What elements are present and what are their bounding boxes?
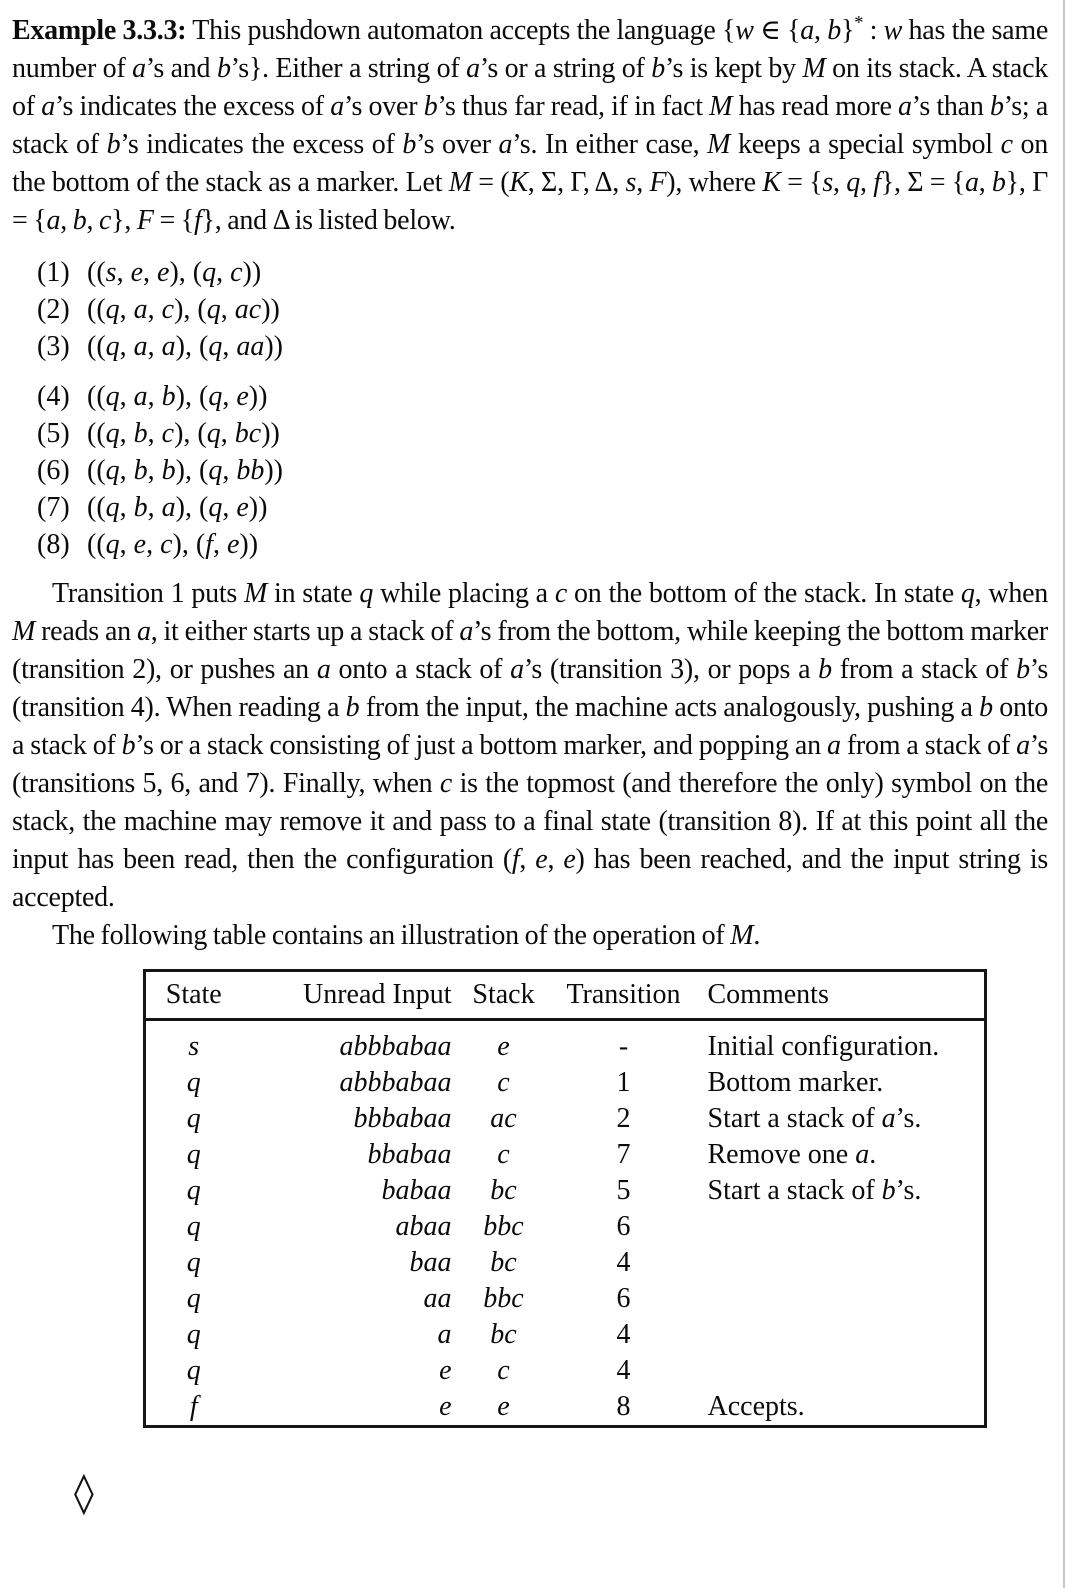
transition-formula: ((q, b, b), (q, bb)) <box>87 455 283 486</box>
cell-unread-input: bbbabaa <box>353 1103 452 1134</box>
transition-item <box>37 489 1048 526</box>
transition-group-2 <box>37 378 1048 563</box>
cell-comment: Bottom marker. <box>707 1067 884 1098</box>
table-row <box>145 1281 986 1317</box>
column-header-comments: Comments <box>694 971 986 1020</box>
cell-transition: 6 <box>616 1283 631 1314</box>
cell-transition: 4 <box>616 1247 631 1278</box>
cell-comment: Initial configuration. <box>707 1031 940 1062</box>
cell-unread-input: abaa <box>395 1211 452 1242</box>
cell-comment: Start a stack of a’s. <box>707 1103 922 1134</box>
transition-formula: ((s, e, e), (q, c)) <box>87 257 262 288</box>
transition-number: (3) <box>37 331 70 362</box>
cell-transition: 7 <box>616 1139 631 1170</box>
column-header-transition: Transition <box>554 971 694 1020</box>
cell-state: q <box>186 1355 201 1386</box>
end-of-example-diamond-icon: ◊ <box>74 1470 94 1516</box>
cell-state: q <box>186 1211 201 1242</box>
cell-state: q <box>186 1067 201 1098</box>
cell-transition: 2 <box>616 1103 631 1134</box>
cell-transition: 4 <box>616 1319 631 1350</box>
cell-unread-input: abbbabaa <box>339 1031 452 1062</box>
transition-number: (5) <box>37 418 70 449</box>
cell-comment <box>694 1245 986 1281</box>
cell-comment: Accepts. <box>707 1391 805 1422</box>
page-scan-edge <box>1063 0 1065 1588</box>
cell-state: s <box>188 1031 200 1062</box>
transition-formula: ((q, e, c), (f, e)) <box>87 529 259 560</box>
transition-formula: ((q, b, c), (q, bc)) <box>87 418 280 449</box>
cell-transition: 5 <box>616 1175 631 1206</box>
cell-comment <box>694 1209 986 1245</box>
operation-table-header <box>145 971 986 1020</box>
paragraph-table-intro: The following table contains an illustration of the operation of M. <box>52 920 761 951</box>
cell-unread-input: aa <box>423 1283 452 1314</box>
transition-formula: ((q, a, a), (q, aa)) <box>87 331 283 362</box>
transition-group-gap <box>37 365 1048 378</box>
table-row <box>145 1245 986 1281</box>
transition-formula: ((q, b, a), (q, e)) <box>87 492 268 523</box>
operation-table <box>143 969 987 1428</box>
cell-stack: c <box>497 1067 510 1098</box>
cell-state: q <box>186 1103 201 1134</box>
transition-item <box>37 328 1048 365</box>
cell-state: q <box>186 1139 201 1170</box>
cell-unread-input: e <box>439 1355 452 1386</box>
transition-item <box>37 415 1048 452</box>
cell-stack: c <box>497 1139 510 1170</box>
cell-stack: e <box>497 1391 510 1422</box>
transition-item <box>37 378 1048 415</box>
transition-number: (2) <box>37 294 70 325</box>
cell-transition: - <box>618 1031 629 1062</box>
table-row <box>145 1020 986 1066</box>
cell-state: q <box>186 1247 201 1278</box>
transition-group-1 <box>37 254 1048 365</box>
cell-stack: bc <box>490 1319 517 1350</box>
transition-list <box>37 254 1048 563</box>
table-row <box>145 1353 986 1389</box>
cell-unread-input: baa <box>409 1247 452 1278</box>
cell-stack: c <box>497 1355 510 1386</box>
cell-state: q <box>186 1319 201 1350</box>
cell-stack: ac <box>490 1103 517 1134</box>
table-row <box>145 1389 986 1427</box>
transition-item <box>37 526 1048 563</box>
cell-comment <box>694 1353 986 1389</box>
cell-transition: 1 <box>616 1067 631 1098</box>
column-header-unread: Unread Input <box>242 971 454 1020</box>
cell-stack: bbc <box>483 1211 524 1242</box>
column-header-state: State <box>145 971 242 1020</box>
column-header-stack: Stack <box>454 971 554 1020</box>
cell-unread-input: bbabaa <box>367 1139 452 1170</box>
table-row <box>145 1101 986 1137</box>
cell-comment <box>694 1281 986 1317</box>
cell-transition: 8 <box>616 1391 631 1422</box>
transition-item <box>37 452 1048 489</box>
cell-transition: 6 <box>616 1211 631 1242</box>
cell-state: q <box>186 1175 201 1206</box>
cell-stack: bc <box>490 1247 517 1278</box>
transition-item <box>37 291 1048 328</box>
cell-stack: bc <box>490 1175 517 1206</box>
cell-state: q <box>186 1283 201 1314</box>
cell-unread-input: e <box>439 1391 452 1422</box>
cell-state: f <box>189 1391 198 1422</box>
cell-unread-input: abbbabaa <box>339 1067 452 1098</box>
table-row <box>145 1209 986 1245</box>
table-row <box>145 1317 986 1353</box>
transition-number: (7) <box>37 492 70 523</box>
paragraph-explanation: Transition 1 puts M in state q while placing a c on the bottom of the stack. In state q, when M reads an a, it either starts up a stack of a’s from the bottom, while keeping the bottom marker (transition 2), or pushes an a onto a stack of a’s (transition 3), or pops a b from a stack of b’s (transition 4). When reading a b from the input, the machine acts analogously, pushing a b onto a stack of b’s or a stack consisting of just a bottom marker, and popping an a from a stack of a’s (transitions 5, 6, and 7). Finally, when c is the topmost (and therefore the only) symbol on the stack, the machine may remove it and pass to a final state (transition 8). If at this point all the input has been read, then the configuration (f, e, e) has been reached, and the input string is accepted. <box>12 578 1049 913</box>
transition-number: (1) <box>37 257 70 288</box>
transition-formula: ((q, a, c), (q, ac)) <box>87 294 280 325</box>
table-row <box>145 1137 986 1173</box>
transition-number: (4) <box>37 381 70 412</box>
cell-stack: bbc <box>483 1283 524 1314</box>
cell-comment: Start a stack of b’s. <box>707 1175 922 1206</box>
transition-formula: ((q, a, b), (q, e)) <box>87 381 268 412</box>
table-row <box>145 1065 986 1101</box>
table-row <box>145 1173 986 1209</box>
cell-comment <box>694 1317 986 1353</box>
paragraph-example-intro: Example 3.3.3: This pushdown automaton accepts the language {w ∈ {a, b}* : w has the same number of a’s and b’s}. Either a string of a’s or a string of b’s is kept by M on its stack. A stack of a’s indicates the excess of a’s over b’s thus far read, if in fact M has read more a’s than b’s; a stack of b’s indicates the excess of b’s over a’s. In either case, M keeps a special symbol c on the bottom of the stack as a marker. Let M = (K, Σ, Γ, Δ, s, F), where K = {s, q, f}, Σ = {a, b}, Γ = {a, b, c}, F = {f}, and Δ is listed below. <box>12 12 1049 236</box>
cell-stack: e <box>497 1031 510 1062</box>
transition-number: (8) <box>37 529 70 560</box>
cell-unread-input: a <box>437 1319 452 1350</box>
cell-comment: Remove one a. <box>707 1139 877 1170</box>
cell-transition: 4 <box>616 1355 631 1386</box>
operation-table-body <box>145 1020 986 1427</box>
cell-unread-input: babaa <box>381 1175 452 1206</box>
transition-item <box>37 254 1048 291</box>
transition-number: (6) <box>37 455 70 486</box>
